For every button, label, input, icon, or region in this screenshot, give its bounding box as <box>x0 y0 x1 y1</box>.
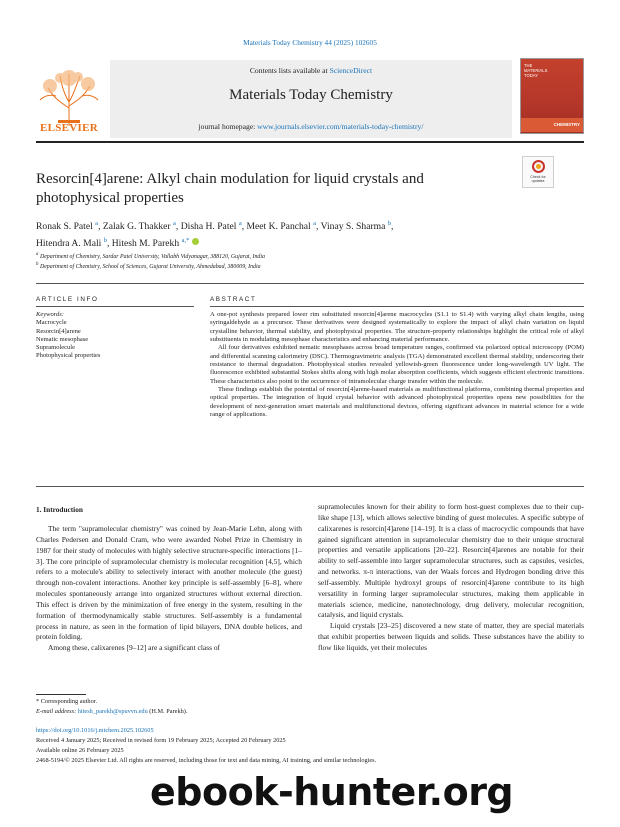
copyright-notice: 2468-5194/© 2025 Elsevier Ltd. All rights are reserved, including those for text and data mining, AI training, and similar technologies. <box>36 757 377 764</box>
author-name[interactable]: Hitesh M. Parekh <box>111 238 180 250</box>
abstract-body <box>210 311 584 419</box>
email-note <box>36 708 584 715</box>
homepage-prefix: journal homepage: <box>198 122 258 131</box>
homepage-line <box>110 122 512 131</box>
abstract-paragraph: All four derivatives exhibited nematic mesophases across broad temperature ranges, confirmed via polarized optical microscopy (POM) and differential scanning calorimetry (DSC). Thermogravimetric analysis (TGA) demonstrated excellent thermal stability, underscoring their resistance to thermal degradation. Photophysical studies revealed yellowish-green fluorescence under long-wavelength UV light. The fluorescence exhibited substantial Stokes shifts along with high molar absorption coefficients, which suggests efficient electronic transitions. These characteristics also point to the occurrence of intramolecular charge transfer within the molecule. <box>210 344 584 385</box>
body-paragraph: supramolecules known for their ability to form host-guest complexes due to their cup-like shape [13], which allows selective binding of guest molecules. A specific subtype of calixarenes is resorcin[4]arene [14–19]. It is a class of macrocyclic compounds that have gained significant attention in supramolecular chemistry due to their unique structural properties and versatile applications [20–22]. Resorcin[4]arenes are notable for their ability to self-assemble into larger supramolecular structures, such as capsules, vesicles, and networks. π-π interactions, van der Waals forces and Hydrogen bonding drive this self-assembly. Multiple hydroxyl groups of resorcin[4]arene contribute to its high versatility in forming larger supramolecular structures, making them applicable in materials science, medicine, nanotechnology, drug delivery, molecular recognition, catalysis, and liquid crystals. <box>318 502 584 620</box>
cover-title-line: TODAY <box>524 73 539 78</box>
author-name[interactable]: Disha H. Patel <box>180 221 237 233</box>
cover-title <box>524 63 580 78</box>
author-affiliation-mark: a <box>95 220 99 227</box>
journal-name: Materials Today Chemistry <box>229 87 393 103</box>
orcid-icon[interactable] <box>192 238 199 245</box>
affiliation <box>36 252 584 260</box>
author-name[interactable]: Meet K. Panchal <box>246 221 311 233</box>
author-affiliation-mark: a <box>173 220 176 227</box>
check-for-updates-label <box>522 175 554 183</box>
email-label: E-mail address: <box>36 708 78 715</box>
contents-prefix: Contents lists available at <box>249 66 330 75</box>
header-divider <box>36 141 584 143</box>
affiliation <box>36 262 584 270</box>
keyword: Nematic mesophase <box>36 335 89 343</box>
section-divider <box>36 486 584 487</box>
cover-label: CHEMISTRY <box>553 122 580 127</box>
affiliation-text: Department of Chemistry, Sardar Patel University, Vallabh Vidyanagar, 388120, Gujarat, India <box>39 253 265 260</box>
keyword: Resorcin[4]arene <box>36 327 81 335</box>
doi-link[interactable]: https://doi.org/10.1016/j.mtchem.2025.102605 <box>36 727 154 734</box>
keyword: Macrocycle <box>36 319 67 327</box>
author-affiliation-mark: b <box>387 220 392 227</box>
homepage-url-link[interactable]: www.journals.elsevier.com/materials-today-chemistry/ <box>257 122 424 131</box>
footnote-divider <box>36 694 86 695</box>
keywords-label: Keywords: <box>36 311 64 318</box>
badge-line: Check for <box>530 175 546 179</box>
available-online-date: Available online 26 February 2025 <box>36 747 124 754</box>
email-link[interactable]: hitesh_parekh@spuvvn.edu <box>77 708 148 715</box>
body-column-left <box>36 524 302 654</box>
author-affiliation-mark: a <box>313 220 317 227</box>
badge-line: updates <box>531 179 545 183</box>
cover-title-line: THE <box>524 63 533 68</box>
cover-title-line: MATERIALS <box>524 68 548 73</box>
section-heading: 1. Introduction <box>36 505 83 514</box>
journal-reference-link[interactable]: Materials Today Chemistry 44 (2025) 102605 <box>243 38 377 47</box>
body-paragraph: Liquid crystals [23–25] discovered a new state of matter, they are special materials that exhibit properties between liquids and solids. These substances have the ability to flow like liquids, yet their molecules <box>318 621 584 652</box>
author-list: Ronak S. Patel $^a$, Zalak G. Thakker $^a$, Disha H. Patel $^a$, Meet K. Panchal $^a$, Vinay S. Sharma $^b$, Hitendra A. Mali $^b$, Hitesh M. Parekh $^{a,*}$ <box>36 220 394 250</box>
body-column-right <box>318 502 584 654</box>
affiliation-text: Department of Chemistry, School of Sciences, Gujarat University, Ahmedabad, 380009, India <box>39 263 261 270</box>
section-divider <box>36 283 584 284</box>
keyword: Supramolecule <box>36 344 75 352</box>
article-info-heading: ARTICLE INFO <box>36 296 99 303</box>
abstract-paragraph: A one-pot synthesis prepared lower rim substituted resorcin[4]arene macrocycles (S1.1 to S1.4) with varying alkyl chain lengths, using syringaldehyde as a precursor. These derivatives were designed systematically to explore the impact of alkyl chain variation on liquid crystalline behavior, thermal stability, and photophysical properties. The structure-property relationships highlight the critical role of alkyl substituents in modulating mesophase characteristics and enhancing material performance. <box>210 311 584 344</box>
contents-line <box>110 66 512 75</box>
body-paragraph: The term "supramolecular chemistry" was coined by Jean-Marie Lehn, along with Charles Pedersen and Donald Cram, who were awarded Nobel Prize in Chemistry in 1987 for their study of molecules with highly selective structure-specific interactions [1–3]. The core principle of supramolecular chemistry is molecular recognition [4,5], which refers to a molecule's ability to selectively interact with another molecule (the guest) through non-covalent interactions. Another key principle is self-assembly [6–8], where molecules spontaneously arrange into organized structures without external direction. This effect is driven by the minimization of free energy in the system, resulting in the formation of thermodynamically stable structures. Self-assembly is a fundamental process in nature, as seen in the formation of lipid bilayers, DNA double helices, and protein folding. <box>36 524 302 642</box>
email-suffix: (H.M. Parekh). <box>147 708 188 715</box>
author-affiliation-mark: a,* <box>181 237 190 245</box>
abstract-paragraph: These findings establish the potential of resorcin[4]arene-based materials as multifunctional platforms, combining thermal properties and optical properties. The integration of liquid crystal behavior with advanced photophysical properties opens new possibilities for the development of next-generation smart materials and multifunctional devices, offering significant advances in material science for a wide range of applications. <box>210 386 584 419</box>
author-name[interactable]: Ronak S. Patel <box>36 221 93 233</box>
update-check-dot <box>536 164 541 169</box>
article-title: Resorcin[4]arene: Alkyl chain modulation for liquid crystals and photophysical properties <box>36 171 424 206</box>
abstract-divider <box>210 306 584 307</box>
article-info-divider <box>36 306 194 307</box>
author-name[interactable]: Zalak G. Thakker <box>102 221 171 233</box>
author-affiliation-mark: b <box>103 237 107 245</box>
keyword: Photophysical properties <box>36 352 101 360</box>
publisher-name: ELSEVIER <box>39 122 99 134</box>
sciencedirect-link[interactable]: ScienceDirect <box>329 66 373 75</box>
author-affiliation-mark: a <box>238 220 242 227</box>
received-dates: Received 4 January 2025; Received in revised form 19 February 2025; Accepted 20 February 2025 <box>36 737 286 744</box>
abstract-heading: ABSTRACT <box>210 296 257 303</box>
author-name[interactable]: Hitendra A. Mali <box>36 238 102 250</box>
keywords-list <box>36 311 194 361</box>
affiliation-mark: b <box>36 262 39 267</box>
watermark-text: ebook-hunter.org <box>150 770 514 814</box>
affiliation-mark: a <box>36 252 39 257</box>
body-paragraph: Among these, calixarenes [9–12] are a significant class of <box>48 643 221 653</box>
corresponding-author-note: * Corresponding author. <box>36 698 98 705</box>
author-name[interactable]: Vinay S. Sharma <box>320 221 386 233</box>
